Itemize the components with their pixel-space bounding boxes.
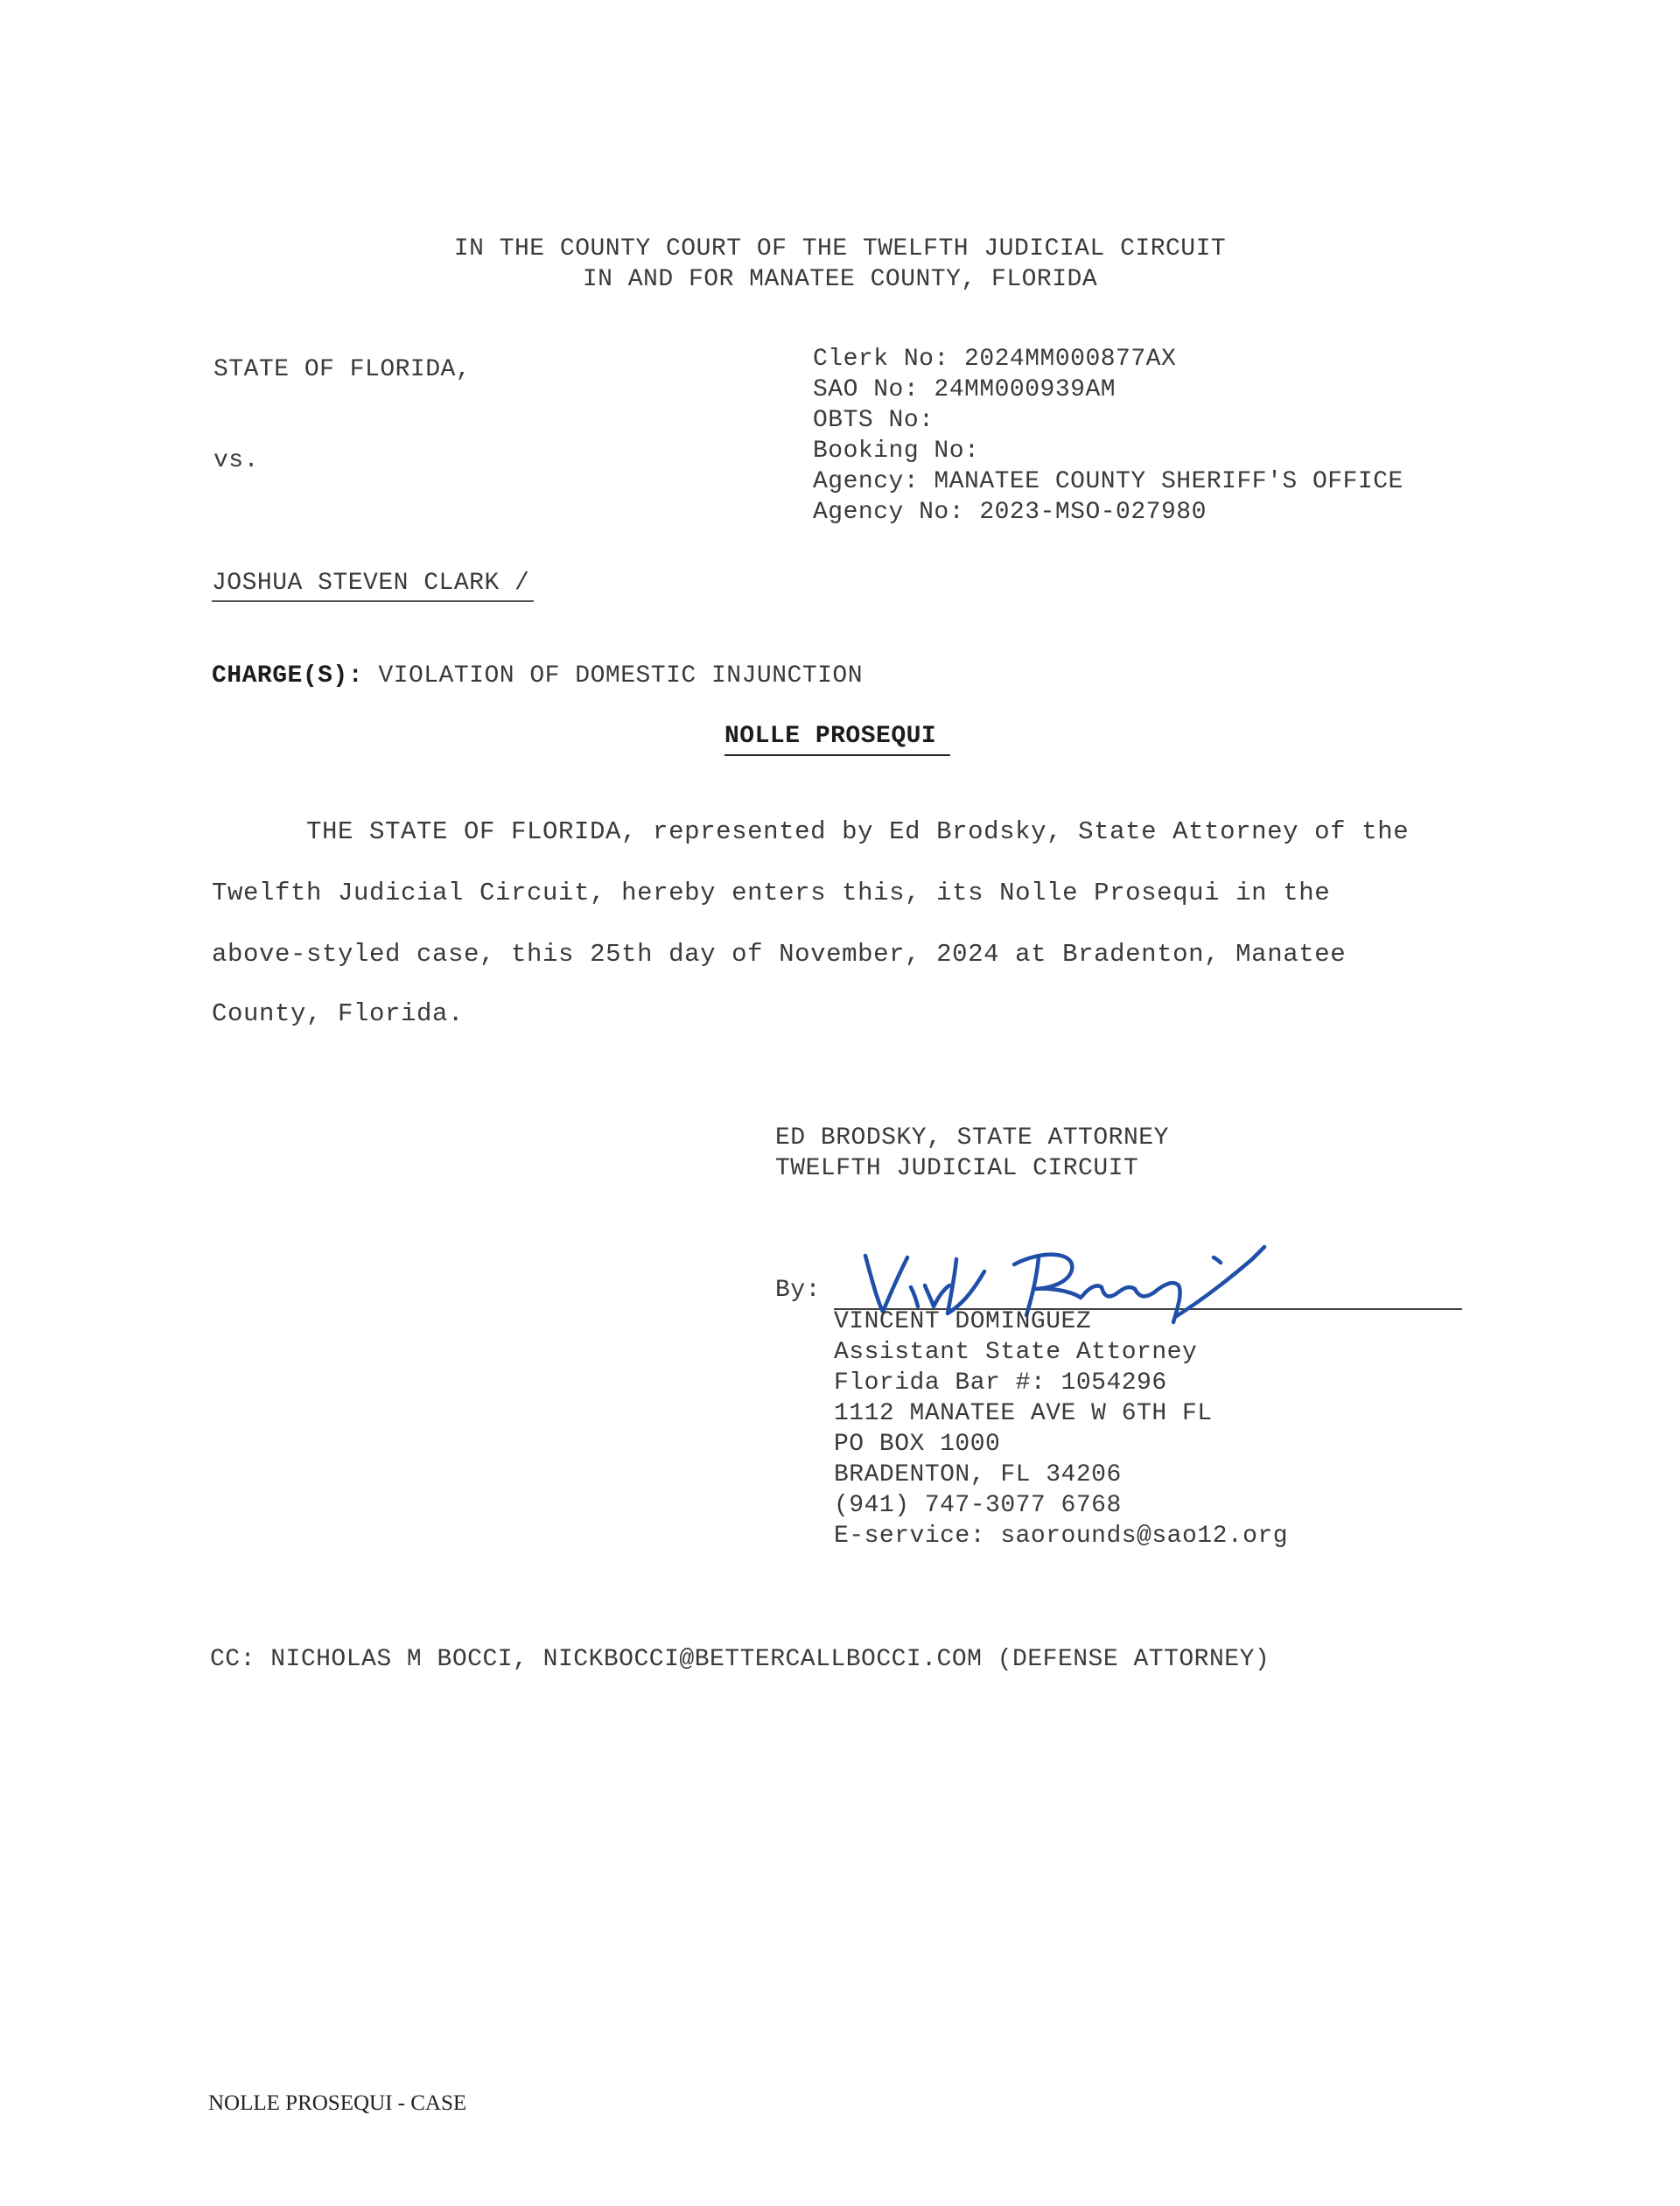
by-label: By: (775, 1277, 821, 1304)
defendant: JOSHUA STEVEN CLARK / (212, 570, 530, 597)
agency: Agency: MANATEE COUNTY SHERIFF'S OFFICE (813, 468, 1404, 495)
obts-number: OBTS No: (813, 407, 934, 434)
attorney-title: Assistant State Attorney (834, 1339, 1198, 1366)
booking-number: Booking No: (813, 438, 980, 465)
title-underline (724, 754, 950, 756)
cc-line: CC: NICHOLAS M BOCCI, NICKBOCCI@BETTERCALLBOCCI.COM (DEFENSE ATTORNEY) (210, 1646, 1270, 1673)
sao-number: SAO No: 24MM000939AM (813, 376, 1116, 403)
defendant-underline (212, 600, 534, 602)
attorney-name: VINCENT DOMINGUEZ (834, 1308, 1092, 1335)
phone: (941) 747-3077 6768 (834, 1492, 1122, 1519)
agency-number: Agency No: 2023-MSO-027980 (813, 499, 1207, 526)
footer-label: NOLLE PROSEQUI - CASE (208, 2091, 467, 2115)
city-state-zip: BRADENTON, FL 34206 (834, 1461, 1122, 1488)
document-title: NOLLE PROSEQUI (724, 723, 937, 750)
charges-value: VIOLATION OF DOMESTIC INJUNCTION (378, 662, 864, 690)
versus: vs. (214, 447, 259, 474)
body-line-1: THE STATE OF FLORIDA, represented by Ed Brodsky, State Attorney of the (306, 817, 1410, 846)
address-line-1: 1112 MANATEE AVE W 6TH FL (834, 1400, 1213, 1427)
body-line-2: Twelfth Judicial Circuit, hereby enters this, its Nolle Prosequi in the (212, 879, 1331, 907)
eservice-email: E-service: saorounds@sao12.org (834, 1523, 1289, 1550)
bar-number: Florida Bar #: 1054296 (834, 1369, 1167, 1397)
charges (212, 662, 863, 691)
office-line-2: TWELFTH JUDICIAL CIRCUIT (775, 1155, 1139, 1182)
court-header-line1: IN THE COUNTY COURT OF THE TWELFTH JUDICIAL CIRCUIT (453, 235, 1227, 263)
body-line-3: above-styled case, this 25th day of November, 2024 at Bradenton, Manatee (212, 940, 1347, 969)
charges-label: CHARGE(S): (212, 662, 364, 690)
office-line-1: ED BRODSKY, STATE ATTORNEY (775, 1124, 1169, 1152)
body-line-4: County, Florida. (212, 999, 465, 1028)
address-line-2: PO BOX 1000 (834, 1431, 1001, 1458)
clerk-number: Clerk No: 2024MM000877AX (813, 346, 1177, 373)
plaintiff: STATE OF FLORIDA, (214, 356, 472, 383)
court-header-line2: IN AND FOR MANATEE COUNTY, FLORIDA (582, 266, 1098, 293)
